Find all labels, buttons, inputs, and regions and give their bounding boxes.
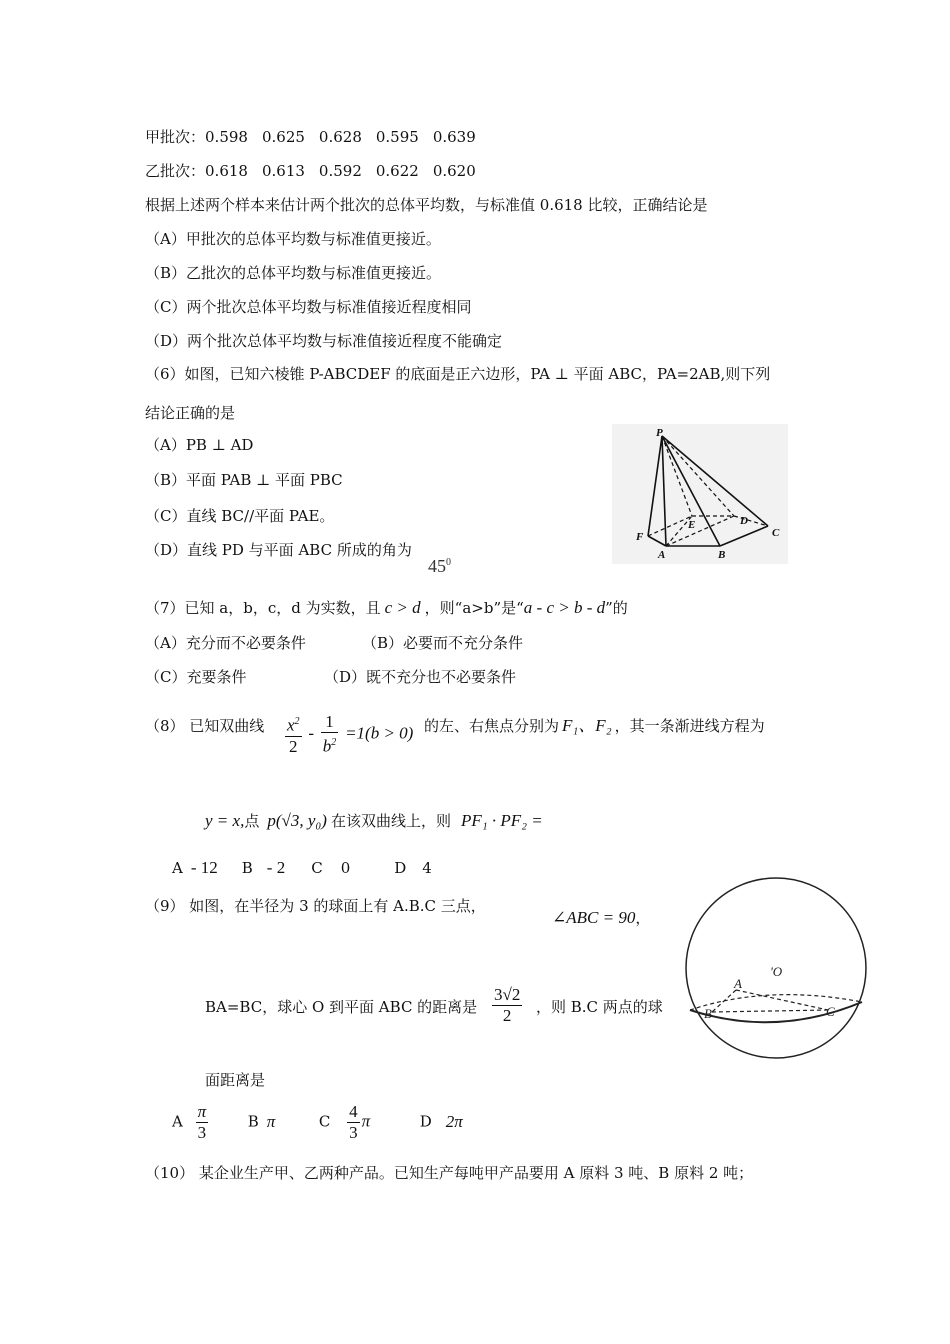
value: 0.595 <box>375 128 419 146</box>
segment-bc <box>712 1010 828 1012</box>
q8-post-text: ，其一条渐进线方程为 <box>614 717 765 735</box>
q6-option-a: （A）PB ⊥ AD <box>145 436 254 454</box>
q8-hyperbola-equation <box>283 712 413 757</box>
q9-option-d-value: 2π <box>445 1111 463 1131</box>
q8-fraction-2 <box>321 712 339 757</box>
label-a: A <box>734 976 742 991</box>
q6-option-d-text: （D）直线 PD 与平面 ABC 所成的角为 <box>145 541 412 559</box>
q8-point: p(√3, y₀) <box>267 811 327 830</box>
q7-option-b: （B）必要而不充分条件 <box>362 634 524 652</box>
q8-frac1-den: 2 <box>289 736 298 756</box>
value: 0.598 <box>205 128 248 146</box>
value: 0.592 <box>318 162 362 180</box>
label-p: P <box>656 427 663 439</box>
section-back-arc <box>690 995 862 1010</box>
value: 0.618 <box>205 162 248 180</box>
label-f: F <box>636 531 644 543</box>
q9-option-a-label: A <box>172 1112 183 1131</box>
batch-jia-line <box>145 127 476 147</box>
q7-option-a: （A）充分而不必要条件 <box>145 634 306 652</box>
q9-angle-value: ∠ABC = 90 <box>552 908 636 927</box>
label-b: B <box>704 1006 712 1021</box>
angle-value: 45 <box>428 556 446 576</box>
q7-expression: a - c > b - d <box>523 598 606 617</box>
hexagonal-pyramid-figure <box>612 424 788 564</box>
label-b: B <box>718 549 726 561</box>
q9-option-c-num: 4 <box>349 1102 358 1121</box>
x-variable: x <box>287 715 295 735</box>
q5-stem: 根据上述两个样本来估计两个批次的总体平均数，与标准值 0.618 比较，正确结论是 <box>145 196 708 214</box>
q5-option-c: （C）两个批次总体平均数与标准值接近程度相同 <box>145 298 472 316</box>
q7-stem-mid: ，则“a>b”是“ <box>424 599 524 617</box>
q9-option-a-fraction <box>196 1102 209 1143</box>
q9-option-c-pi: π <box>361 1111 371 1131</box>
label-d: D <box>740 515 748 527</box>
q9-distance-num: 3√2 <box>494 985 521 1004</box>
label-o-text: O <box>772 964 783 979</box>
q5-option-a: （A）甲批次的总体平均数与标准值更接近。 <box>145 230 441 248</box>
q8-option-d-value: 4 <box>422 859 432 877</box>
q8-equals-one: =1(b > 0) <box>345 723 414 743</box>
b-variable: b <box>322 736 332 756</box>
label-o: 'O <box>770 964 783 979</box>
q9-option-a-den: 3 <box>197 1123 207 1142</box>
q6-stem-line1: （6）如图，已知六棱锥 P-ABCDEF 的底面是正六边形，PA ⊥ 平面 ABC，PA=2AB,则下列 <box>145 365 771 383</box>
q5-option-d: （D）两个批次总体平均数与标准值接近程度不能确定 <box>145 332 503 350</box>
q7-option-c: （C）充要条件 <box>145 668 247 686</box>
q7-condition: c > d <box>384 598 421 617</box>
q8-option-c-label: C <box>311 859 323 877</box>
q8-option-d-label: D <box>394 859 407 877</box>
angle-degree: 0 <box>446 557 451 568</box>
label-c: C <box>772 527 780 539</box>
q9-distance <box>490 985 524 1026</box>
value: 0.622 <box>375 162 419 180</box>
q9-option-b-label: B <box>247 1112 259 1131</box>
q6-stem-line2: 结论正确的是 <box>145 404 236 422</box>
segment-ab <box>712 990 736 1012</box>
q9-comma: ， <box>635 909 651 927</box>
q7-stem <box>145 598 628 618</box>
q7-stem-pre: （7）已知 a，b，c，d 为实数，且 <box>145 599 381 617</box>
q8-stem-pre: （8） 已知双曲线 <box>145 717 265 735</box>
q9-distance-fraction <box>492 985 522 1026</box>
q8-foci: F₁、F₂ <box>562 716 612 735</box>
value: 0.620 <box>432 162 476 180</box>
q7-option-d: （D）既不充分也不必要条件 <box>324 668 517 686</box>
q8-line2 <box>205 811 543 831</box>
q8-mid-text: 的左、右焦点分别为 <box>424 717 560 735</box>
q9-stem: （9） 如图，在半径为 3 的球面上有 A.B.C 三点， <box>145 897 486 915</box>
q8-dot-product: PF₁ · PF₂ = <box>460 811 543 830</box>
q8-minus: - <box>308 723 314 743</box>
sphere-figure <box>678 872 878 1062</box>
q8-options <box>172 858 432 878</box>
q8-frac2-num: 1 <box>321 712 339 733</box>
q5-option-b: （B）乙批次的总体平均数与标准值更接近。 <box>145 264 442 282</box>
q8-option-b-value: - 2 <box>266 858 286 877</box>
segment-ac <box>736 990 828 1010</box>
q8-frac2-den: $b^2$ <box>322 736 337 756</box>
q6-option-d <box>145 540 412 560</box>
label-a: A <box>658 549 666 561</box>
label-c: C <box>826 1004 835 1019</box>
q9-line2-pre: BA=BC，球心 O 到平面 ABC 的距离是 <box>205 998 478 1016</box>
q9-line2 <box>205 997 477 1017</box>
q8-point-word: 点 <box>244 812 260 830</box>
value: 0.639 <box>432 128 476 146</box>
q8-stem-mid <box>424 716 765 736</box>
label-e: E <box>688 519 696 531</box>
q8-fraction-1 <box>285 712 302 757</box>
value: 0.625 <box>261 128 305 146</box>
q8-line2-mid: 在该双曲线上，则 <box>330 812 451 830</box>
q8-option-a-label: A <box>172 859 183 877</box>
q8-asymptote: y = x, <box>205 811 245 830</box>
q9-distance-den: 2 <box>502 1006 512 1025</box>
q9-line3: 面距离是 <box>205 1071 266 1089</box>
q9-options <box>172 1102 463 1143</box>
q9-angle <box>552 908 650 928</box>
q9-line2-post: ，则 B.C 两点的球 <box>536 998 663 1016</box>
q9-option-c-den: 3 <box>349 1123 358 1142</box>
batch-yi-line <box>145 161 476 181</box>
q8-option-c-value: 0 <box>340 859 351 877</box>
q9-option-b-value: π <box>266 1111 276 1131</box>
q9-option-c-label: C <box>318 1112 331 1131</box>
figure-background <box>612 424 788 564</box>
q9-option-c-fraction <box>347 1102 360 1143</box>
value: 0.613 <box>261 162 305 180</box>
q6-option-c: （C）直线 BC//平面 PAE。 <box>145 507 335 525</box>
q8-option-a-value: - 12 <box>190 858 218 877</box>
q9-option-d-label: D <box>419 1112 432 1131</box>
q10-stem: （10） 某企业生产甲、乙两种产品。已知生产每吨甲产品要用 A 原料 3 吨、B 原料 2 吨； <box>145 1164 754 1182</box>
q7-stem-post: ”的 <box>605 599 628 617</box>
q8-option-b-label: B <box>241 859 253 877</box>
q6-option-b: （B）平面 PAB ⊥ 平面 PBC <box>145 471 343 489</box>
value: 0.628 <box>318 128 362 146</box>
batch-yi-label: 乙批次： <box>145 162 206 180</box>
q9-option-a-num: π <box>197 1102 207 1121</box>
q6-option-d-angle <box>428 553 451 576</box>
batch-jia-label: 甲批次： <box>145 128 206 146</box>
q8-frac1-num: $x^2$ <box>285 712 302 737</box>
